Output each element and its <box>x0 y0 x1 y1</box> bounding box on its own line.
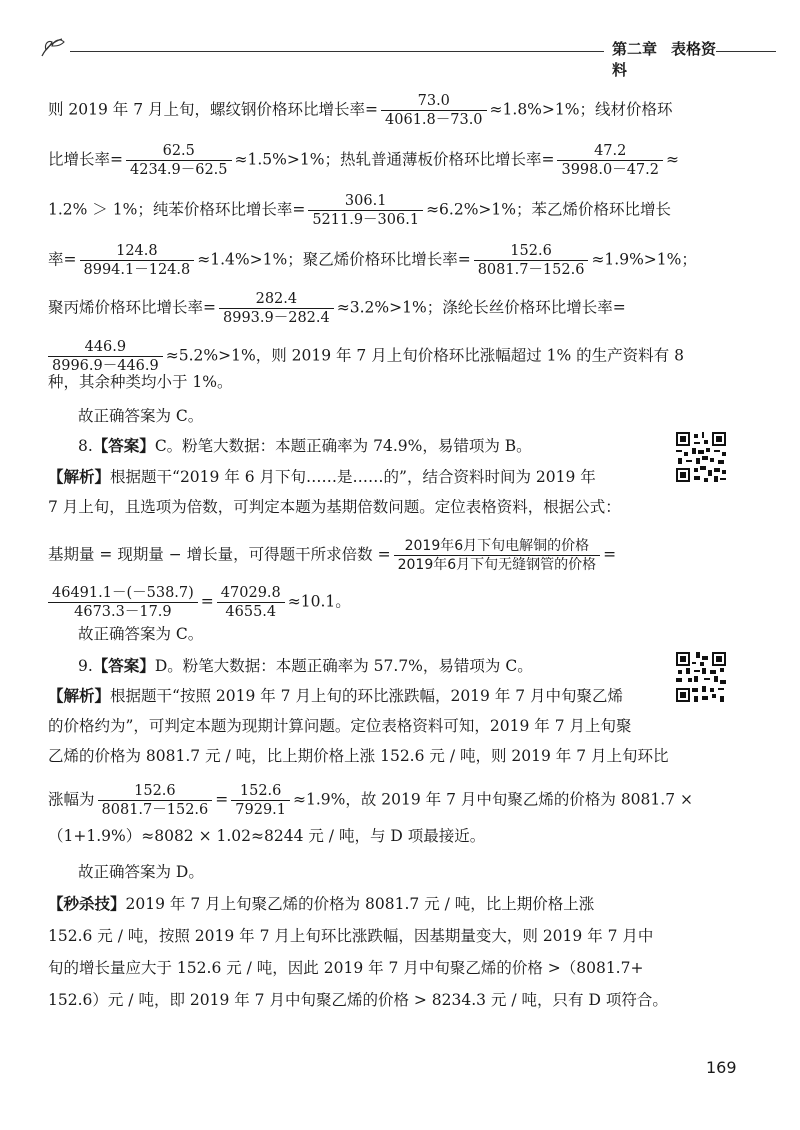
text: C。粉笔大数据：本题正确率为 74.9%，易错项为 B。 <box>154 437 532 455</box>
denominator: 8081.7－152.6 <box>477 262 585 278</box>
text-line <box>48 686 623 706</box>
text: 1.2% ＞ 1%；纯苯价格环比增长率= <box>48 200 306 219</box>
text-line <box>48 338 684 375</box>
analysis-tag: 【解析】 <box>48 468 111 486</box>
text-line: 种，其余种类均小于 1%。 <box>48 373 233 391</box>
text: ≈1.4%>1%；聚乙烯价格环比增长率= <box>197 250 471 269</box>
numerator: 152.6 <box>231 782 290 801</box>
text-line: 152.6）元 / 吨，即 2019 年 7 月中旬聚乙烯的价格 > 8234.3 元 / 吨，只有 D 项符合。 <box>48 991 668 1009</box>
header-rule <box>70 51 604 52</box>
text: 根据题干“按照 2019 年 7 月上旬的环比涨跌幅，2019 年 7 月中旬聚乙烯 <box>110 687 624 705</box>
text: 根据题干“2019 年 6 月下旬……是……的”，结合资料时间为 2019 年 <box>110 468 596 486</box>
denominator: 8994.1－124.8 <box>83 262 191 278</box>
section-label: 表格资料 <box>612 40 717 79</box>
question-8-answer <box>78 436 532 456</box>
text-line <box>48 467 596 487</box>
numerator: 46491.1－(－538.7) <box>48 584 198 603</box>
denominator: 7929.1 <box>235 802 287 818</box>
denominator: 2019年6月下旬无缝钢管的价格 <box>397 557 597 573</box>
numerator: 62.5 <box>126 142 232 161</box>
text: 则 2019 年 7 月上旬，螺纹钢价格环比增长率= <box>48 100 379 119</box>
text: ≈1.9%，故 2019 年 7 月中旬聚乙烯的价格为 8081.7 × <box>293 790 693 809</box>
chapter-label: 第二章 <box>612 40 658 58</box>
numerator: 152.6 <box>474 242 589 261</box>
text-line <box>48 782 693 819</box>
text: ≈10.1。 <box>287 592 351 611</box>
text-line: 152.6 元 / 吨，按照 2019 年 7 月上旬环比涨跌幅，因基期量变大，则 2019 年 7 月中 <box>48 927 654 945</box>
text-line: $\frac{46491.1-(-538.7)}{4673.3-17.9}$ = $\frac{47029.8}{4655.4}$ ≈10.1。 <box>48 584 351 621</box>
text-line <box>48 192 671 229</box>
text: ≈3.2%>1%；涤纶长丝价格环比增长率= <box>336 298 626 317</box>
text: 率= <box>48 250 77 269</box>
text: ≈6.2%>1%；苯乙烯价格环比增长 <box>426 200 672 219</box>
fraction <box>98 782 213 819</box>
text-line <box>48 537 616 574</box>
question-number: 9. <box>78 657 93 675</box>
quick-tip-tag: 【秒杀技】 <box>48 895 126 913</box>
answer-line: 故正确答案为 C。 <box>78 407 204 425</box>
text: ≈1.5%>1%；热轧普通薄板价格环比增长率= <box>234 150 555 169</box>
question-number: 8. <box>78 437 93 455</box>
fraction <box>308 192 423 229</box>
text: = <box>215 790 229 809</box>
text: ≈5.2%>1%，则 2019 年 7 月上旬价格环比涨幅超过 1% 的生产资料有 8 <box>165 346 684 365</box>
numerator: 47.2 <box>557 142 663 161</box>
denominator: 3998.0－47.2 <box>561 162 659 178</box>
qr-code-icon[interactable] <box>676 432 726 482</box>
text: ≈1.9%>1%； <box>591 250 697 269</box>
text-line <box>48 242 697 279</box>
fraction <box>126 142 232 179</box>
denominator: 8996.9－446.9 <box>52 358 159 374</box>
fraction <box>219 290 334 327</box>
fraction <box>231 782 290 819</box>
fraction <box>48 338 163 375</box>
chapter-title <box>612 38 740 80</box>
text: D。粉笔大数据：本题正确率为 57.7%，易错项为 C。 <box>154 657 533 675</box>
text: 比增长率= <box>48 150 123 169</box>
denominator: 8993.9－282.4 <box>223 310 330 326</box>
text: ≈1.8%>1%；线材价格环 <box>489 100 673 119</box>
fraction <box>381 92 487 129</box>
fraction <box>394 537 601 574</box>
numerator: 306.1 <box>308 192 423 211</box>
numerator: 152.6 <box>98 782 213 801</box>
answer-tag: 【答案】 <box>92 437 155 455</box>
text: 基期量 = 现期量 − 增长量，可得题干所求倍数 = <box>48 545 391 564</box>
header-rule-right <box>716 51 776 52</box>
text-line <box>48 290 626 327</box>
answer-line: 故正确答案为 D。 <box>78 863 204 881</box>
denominator: 5211.9－306.1 <box>312 212 420 228</box>
text: 涨幅为 <box>48 790 95 809</box>
text-line: （1+1.9%）≈8082 × 1.02≈8244 元 / 吨，与 D 项最接近。 <box>48 827 486 845</box>
text-line <box>48 894 594 914</box>
denominator: 4655.4 <box>225 604 277 620</box>
numerator: 124.8 <box>80 242 195 261</box>
text: ≈ <box>666 150 679 169</box>
leaf-icon <box>40 36 66 58</box>
text-line: 的价格约为”，可判定本题为现期计算问题。定位表格资料可知，2019 年 7 月上旬聚 <box>48 717 632 735</box>
page-number: 169 <box>706 1058 737 1077</box>
answer-tag: 【答案】 <box>92 657 155 675</box>
text: 2019 年 7 月上旬聚乙烯的价格为 8081.7 元 / 吨，比上期价格上涨 <box>125 895 595 913</box>
text-line <box>48 92 673 129</box>
text-line: 旬的增长量应大于 152.6 元 / 吨，因此 2019 年 7 月中旬聚乙烯的价格 >（8081.7+ <box>48 959 644 977</box>
qr-code-icon[interactable] <box>676 652 726 702</box>
fraction <box>557 142 663 179</box>
fraction <box>217 584 285 621</box>
numerator: 73.0 <box>381 92 487 111</box>
denominator: 8081.7－152.6 <box>101 802 209 818</box>
denominator: 4234.9－62.5 <box>130 162 228 178</box>
denominator: 4061.8－73.0 <box>385 112 483 128</box>
text-line: 7 月上旬，且选项为倍数，可判定本题为基期倍数问题。定位表格资料，根据公式： <box>48 498 621 516</box>
numerator: 47029.8 <box>217 584 285 603</box>
fraction <box>48 584 198 621</box>
fraction <box>474 242 589 279</box>
text: 聚丙烯价格环比增长率= <box>48 298 216 317</box>
numerator: 282.4 <box>219 290 334 309</box>
numerator: 2019年6月下旬电解铜的价格 <box>394 537 601 556</box>
text: = <box>603 545 617 564</box>
text-line <box>48 142 679 179</box>
text-line: 乙烯的价格为 8081.7 元 / 吨，比上期价格上涨 152.6 元 / 吨，则 2019 年 7 月上旬环比 <box>48 747 669 765</box>
numerator: 446.9 <box>48 338 163 357</box>
analysis-tag: 【解析】 <box>48 687 111 705</box>
question-9-answer <box>78 656 533 676</box>
fraction <box>80 242 195 279</box>
denominator: 4673.3－17.9 <box>74 604 172 620</box>
running-header <box>40 34 740 79</box>
answer-line: 故正确答案为 C。 <box>78 625 204 643</box>
